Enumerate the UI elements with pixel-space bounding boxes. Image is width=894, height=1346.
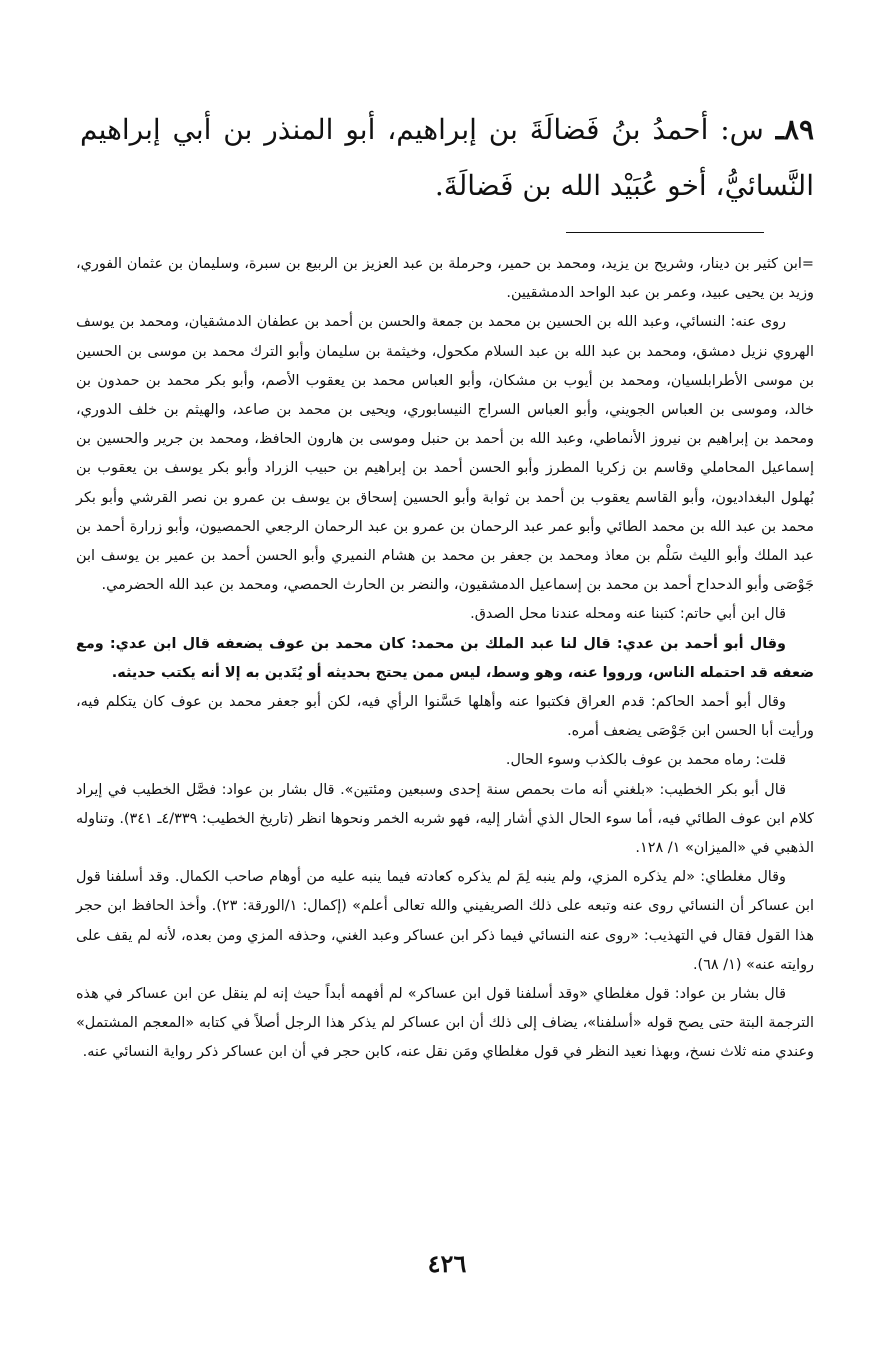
- ibn-adi-paragraph: وقال أبو أحمد بن عدي: قال لنا عبد الملك بن محمد: كان محمد بن عوف يضعفه قال ابن عدي: ومع ضعفه قد احتمله الناس، ورووا عنه، وهو وسط، ليس ممن يحتج بحديثه أو يُتَدين به إلا أنه يكتب حديثه.: [76, 635, 814, 681]
- entry-number: ٨٩ـ: [775, 113, 814, 146]
- narrators-paragraph: روى عنه: النسائي، وعبد الله بن الحسين بن محمد بن جمعة والحسن بن أحمد بن عطفان الدمشقيان، ومحمد بن يوسف الهروي نزيل دمشق، ومحمد بن عبد الله بن عبد السلام مكحول، وخيثمة بن سليمان وأبو الترك محمد بن موسى بن الحسين بن موسى الأطرابلسيان، ومحمد بن أيوب بن مشكان، وأبو العباس محمد بن يعقوب الأصم، وأبو بكر محمد بن حمدون بن خالد، وموسى بن العباس الجويني، وأبو العباس السراج النيسابوري، ويحيى بن محمد بن صاعد، والهيثم بن خلف الدوري، ومحمد بن إبراهيم بن نيروز الأنماطي، وعبد الله بن أحمد بن حنبل وموسى بن هارون الحافظ، ومحمد بن جرير والحسين بن إسماعيل المحاملي وقاسم بن زكريا المطرز وأبو الحسن أحمد بن إبراهيم بن حبيب الزراد وأبو بكر يوسف بن يعقوب بن بُهلول البغداديون، وأبو القاسم يعقوب بن أحمد بن ثوابة وأبو الحسين إسحاق بن يوسف بن عمرو بن نصر القرشي وأبو بكر محمد بن عبد الله بن محمد الطائي وأبو عمر عبد الرحمان بن عمرو بن عبد الرحمان الرجعي الحمصيون، وأبو زرارة أحمد بن عبد الملك وأبو الليث سَلْم بن معاذ ومحمد بن جعفر بن محمد بن هشام النميري وأبو الحسن أحمد بن عمير بن يوسف ابن جَوْصَى وأبو الدحداح أحمد بن محمد بن إسماعيل الدمشقيون، والنضر بن الحارث الحمصي، ومحمد بن عبد الله الحضرمي.: [76, 314, 814, 594]
- footnote-text: [76, 250, 814, 1068]
- ibn-abi-hatim-paragraph: قال ابن أبي حاتم: كتبنا عنه ومحله عندنا محل الصدق.: [470, 606, 786, 623]
- bashar-paragraph: قال بشار بن عواد: قول مغلطاي «وقد أسلفنا قول ابن عساكر» لم أفهمه أبداً حيث إنه لم ينقل عن ابن عساكر في هذه الترجمة البتة حتى يصح قوله «أسلفنا»، يضاف إلى ذلك أن ابن عساكر لم يذكر هذا الرجل أصلاً في كتابه «المعجم المشتمل» وعندي منه ثلاث نسخ، وبهذا نعيد النظر في قول مغلطاي ومَن نقل عنه، كابن حجر في أن ابن عساكر ذكر رواية النسائي عنه.: [76, 986, 814, 1061]
- entry-heading: [80, 102, 814, 214]
- mughlatay-paragraph: وقال مغلطاي: «لم يذكره المزي، ولم ينبه لِمَ لم يذكره كعادته فيما ينبه عليه من أوهام صاحب الكمال. وقد أسلفنا قول ابن عساكر أن النسائي روى عنه وتبعه على ذلك الصريفيني والله تعالى أعلم» (إكمال: ١/الورقة: ٢٣). وأخذ الحافظ ابن حجر هذا القول فقال في التهذيب: «روى عنه النسائي فيما ذكر ابن عساكر وعبد الغني، وحذفه المزي ومن بعده، لأنه لم يقف على روايته عنه» (١/ ٦٨).: [76, 869, 815, 973]
- author-note-paragraph: قلت: رماه محمد بن عوف بالكذب وسوء الحال.: [505, 752, 786, 769]
- continuation-paragraph: =ابن كثير بن دينار، وشريح بن يزيد، ومحمد بن حمير، وحرملة بن عبد العزيز بن الربيع بن سبرة، وسليمان بن عثمان الفوري، وزيد بن يحيى عبيد، وعمر بن عبد الواحد الدمشقيين.: [76, 256, 814, 302]
- khatib-paragraph: قال أبو بكر الخطيب: «بلغني أنه مات بحمص سنة إحدى وسبعين ومئتين». قال بشار بن عواد: فصَّل الخطيب في إيراد كلام ابن عوف الطائي فيه، أما سوء الحال الذي أشار إليه، فهو شربه الخمر ونحوها انظر (تاريخ الخطيب: ٤/٣٣٩ـ ٣٤١). وتناوله الذهبي في «الميزان» ١/ ١٢٨.: [76, 781, 814, 857]
- hakim-paragraph: وقال أبو أحمد الحاكم: قدم العراق فكتبوا عنه وأهلها حَسَّنوا الرأي فيه، لكن أبو جعفر محمد بن عوف كان يتكلم فيه، ورأيت أبا الحسن ابن جَوْصَى يضعف أمره.: [76, 694, 814, 740]
- entry-title: س: أحمدُ بنُ فَضالَةَ بن إبراهيم، أبو المنذر بن أبي إبراهيم النَّسائيُّ، أخو عُبَيْد الله بن فَضالَةَ.: [80, 113, 814, 202]
- page-number: ٤٢٦: [427, 1249, 467, 1278]
- footnote-separator: [566, 232, 764, 233]
